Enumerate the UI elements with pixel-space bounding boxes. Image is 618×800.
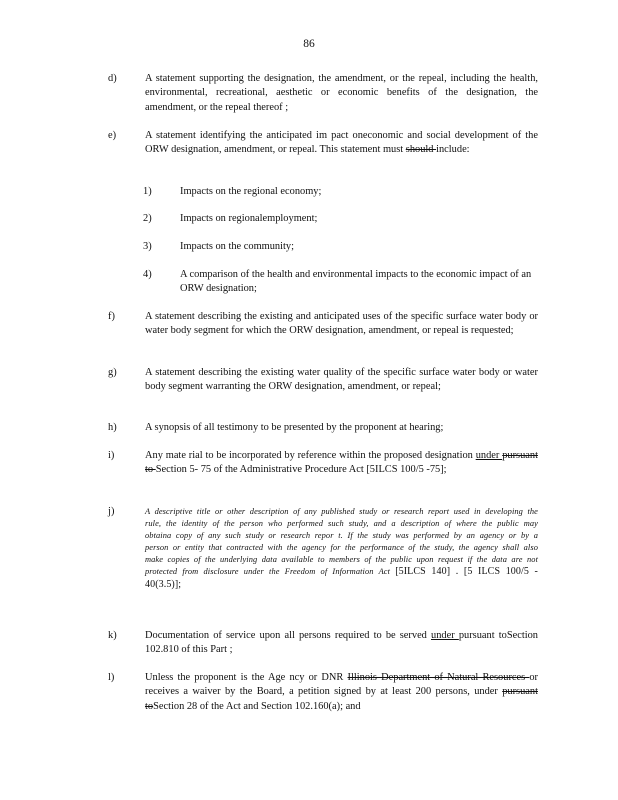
sub-item-2 [143,212,538,226]
list-item-f [108,310,538,339]
item-text [145,671,538,714]
item-label: 4) [143,269,152,280]
list-item-e [108,129,538,158]
item-label: i) [108,450,115,461]
list-item-j [108,506,538,591]
item-label: e) [108,130,117,141]
struck-text: pursuant to [145,686,538,712]
text-segment: [5ILCS 140] . [5 ILCS 100/5 - 40(3.5)]; [145,566,538,590]
list-item-g [108,366,538,395]
item-text [145,129,538,158]
item-text [145,449,538,478]
item-text [145,629,538,658]
text-segment: include: [436,144,470,156]
list-item-l [108,671,538,714]
struck-text: should [405,144,437,156]
item-text: Impacts on regionalemployment; [180,213,318,224]
underlined-text: under [431,630,459,641]
item-label: 2) [143,213,152,224]
text-segment: A statement identifying the anticipated im pact oneconomic and social development of the ORW designation, amendment, or repeal. This statement must [145,130,538,156]
text-segment: A descriptive title or other description of any published study or research report used in developing the rule, the identity of the person who performed such study, and a description of where the public may obtaina copy of any such study or research repor t. If the study was performed by an agency or by a person or entity that contracted with the agency for the performance of the study, the agency shall also make copies of the underlying data available to members of the public upon request if the data are not protected from disclosure under the Freedom of Information Act [145,507,538,577]
list-item-i [108,449,538,478]
item-text: A statement describing the existing and anticipated uses of the specific surface water body or water body segment for which the ORW designation, amendment, or repeal is requested; [145,311,538,337]
text-segment: Section 28 of the Act and Section 102.160(a); and [153,700,361,712]
item-text: Impacts on the community; [180,241,294,252]
text-segment: or receives a waiver by the Board, a petition signed by at least 200 persons, under [145,672,538,698]
item-label: g) [108,367,117,378]
sub-item-4 [143,268,538,297]
list-item-h [108,421,538,435]
sub-item-3 [143,240,538,254]
struck-text: pursuant to [145,450,538,476]
item-text: A statement describing the existing water quality of the specific surface water body or water body segment warranting the ORW designation, amendment, or repeal; [145,367,538,393]
item-label: l) [108,672,115,683]
item-label: 3) [143,241,152,252]
item-label: h) [108,422,117,433]
item-text: A comparison of the health and environmental impacts to the economic impact of an ORW designation; [180,269,532,295]
text-segment: Unless the proponent is the Age ncy or DNR [145,672,348,683]
sub-item-1 [143,185,538,199]
item-label: j) [108,506,115,517]
page-number: 86 [303,38,315,50]
text-segment: Documentation of service upon all persons required to be served [145,630,432,641]
text-segment: Section 5- 75 of the Administrative Procedure Act [5ILCS 100/5 -75]; [155,464,447,476]
list-item-d [108,72,538,115]
item-text: A statement supporting the designation, the amendment, or the repeal, including the health, environmental, recreational, aesthetic or economic benefits of the designation, the amendment, or the repeal thereof ; [145,73,538,113]
item-text: A synopsis of all testimony to be presented by the proponent at hearing; [145,422,444,433]
item-label: f) [108,311,115,322]
underlined-text: under [475,450,503,461]
item-label: d) [108,73,117,84]
item-text [145,506,538,591]
item-text: Impacts on the regional economy; [180,186,322,197]
struck-text: Illinois Department of Natural Resources [347,672,530,683]
list-item-k [108,629,538,658]
text-segment: pursuant toSection 102.810 of this Part ; [145,630,538,656]
item-label: 1) [143,186,152,197]
item-label: k) [108,630,117,641]
text-segment: Any mate rial to be incorporated by reference within the proposed designation [145,450,476,461]
